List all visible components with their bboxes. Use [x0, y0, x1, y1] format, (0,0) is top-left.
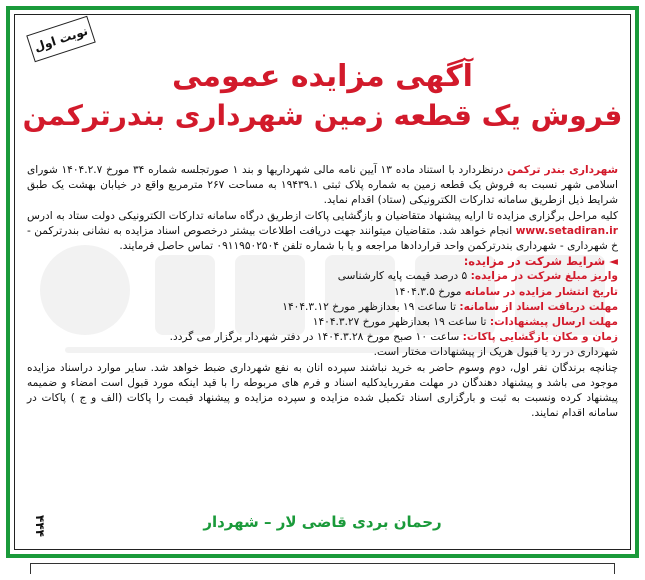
condition-value: تا ساعت ۱۹ بعدازظهر مورخ ۱۴۰۴.۳.۱۲ — [282, 300, 460, 313]
condition-item — [27, 285, 618, 300]
condition-item — [27, 300, 618, 315]
ad-frame — [6, 6, 639, 558]
terms-paragraph: چنانچه برندگان نفر اول، دوم وسوم حاضر به خرید نباشند سپرده انان به نفع شهرداری ضبط خواهد شد. سایر موارد دراسناد مزایده موجود می باشد و پیشنهاد دهندگان در مهلت مقرربایدکلیه اسناد و فرم های مربوطه را با قید اینکه مورد قبول است امضاء و ضمیمه پیشنهاد کرده ونسبت به ثبت و بارگزاری اسناد تکمیل شده مزایده و سپرده مزایده و پیشنهاد قیمت را پاکات (الف و ج ) پاکات در سامانه اقدام نمایند. — [27, 361, 618, 420]
procedure-paragraph — [27, 209, 618, 255]
mayor-signature: رحمان بردی قاضی لار – شهردار — [203, 513, 442, 531]
condition-label: مهلت دریافت اسناد از سامانه: — [459, 300, 618, 313]
intro-text: درنظردارد با استناد ماده ۱۳ آیین نامه مالی شهرداریها و بند ۱ صورتجلسه شماره ۳۴ مورخ ۱۴۰۴.۲.۷ شورای اسلامی شهر نسبت به فروش یک قطعه زمین به شماره پلاک ثبتی ۱۹۴۳۹.۱ به مساحت ۲۶۷ مترمربع واقع در خیابان بهشت یک طبق شرایط ذیل ازطریق سامانه تدارکات الکترونیکی (ستاد) اقدام نماید. — [27, 164, 618, 207]
condition-label: تاریخ انتشار مزایده در سامانه — [464, 285, 618, 298]
condition-value: تا ساعت ۱۹ بعدازظهر مورخ ۱۴۰۴.۳.۲۷ — [312, 316, 490, 329]
procedure-text-b: انجام خواهد شد. متقاضیان میتوانند جهت دریافت اطلاعات بیشتر درخصوص اسناد مزایده به نشانی بندرترکمن - خ شهرداری - شهرداری بندرترکمن واحد قراردادها مراجعه و یا با شماره تلفن ۰۹۱۱۹۵۰۲۵۰۴ تماس حاصل فرمایند. — [27, 224, 618, 253]
condition-label: زمان و مکان بازگشایی پاکات: — [462, 331, 618, 344]
conditions-heading: ◄ شرایط شرکت در مزایده: — [463, 254, 618, 269]
condition-label: مهلت ارسال پیشنهادات: — [489, 316, 618, 329]
ad-subtitle: فروش یک قطعه زمین شهرداری بندرترکمن — [22, 99, 623, 132]
condition-label: واریز مبلغ شرکت در مزایده: — [470, 270, 618, 283]
ad-title: آگهی مزایده عمومی — [172, 59, 473, 94]
reservation-paragraph: شهرداری در رد یا قبول هریک از پیشنهادات مختار است. — [373, 346, 618, 359]
condition-item — [27, 315, 618, 330]
first-round-badge: نوبت اول — [26, 16, 96, 62]
ad-code: ۴۴۴ — [32, 515, 47, 537]
next-ad-border — [30, 563, 615, 574]
procedure-text-a: کلیه مراحل برگزاری مزایده تا ارایه پیشنهاد متقاضیان و بازگشایی پاکات ازطریق درگاه سامانه تدارکات الکترونیکی دولت ستاد به ادرس — [27, 209, 618, 222]
setad-link[interactable]: www.setadiran.ir — [515, 224, 618, 237]
condition-value: مورخ ۱۴۰۴.۳.۵ — [394, 285, 465, 298]
municipality-name: شهرداری بندر ترکمن — [507, 164, 619, 176]
condition-value: ۵ درصد قیمت پایه کارشناسی — [337, 270, 471, 283]
condition-item — [27, 269, 618, 284]
intro-paragraph — [27, 163, 618, 209]
ad-body — [27, 163, 618, 421]
condition-item — [27, 330, 618, 345]
condition-value: ساعت ۱۰ صبح مورخ ۱۴۰۴.۳.۲۸ در دفتر شهردار برگزار می گردد. — [169, 331, 463, 344]
ad-inner-frame — [14, 14, 631, 550]
